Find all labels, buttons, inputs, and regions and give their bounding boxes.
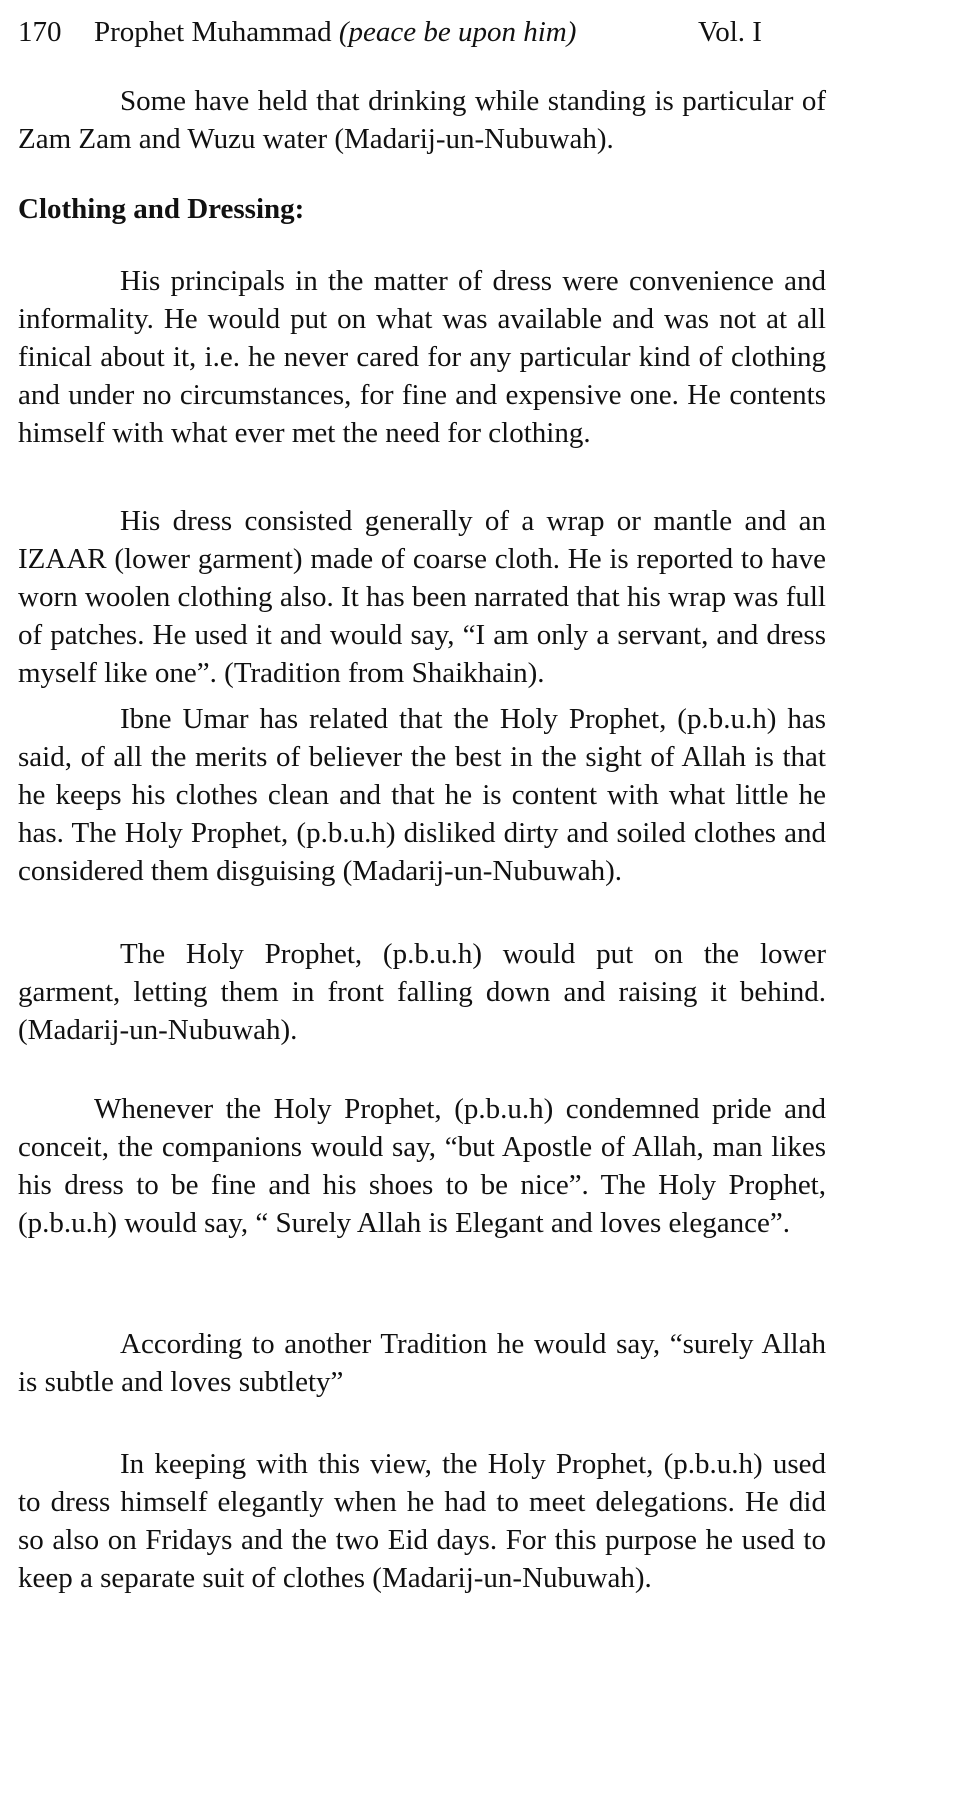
paragraph-lower-garment: The Holy Prophet, (p.b.u.h) would put on the lower garment, letting them in front falling down and raising it behind. (Madarij-un-Nubuwah). bbox=[18, 938, 826, 1046]
paragraph-subtlety: According to another Tradition he would say, “surely Allah is subtle and loves subtlety” bbox=[18, 1328, 826, 1398]
paragraph-ibne-umar: Ibne Umar has related that the Holy Prophet, (p.b.u.h) has said, of all the merits of believer the best in the sight of Allah is that he keeps his clothes clean and that he is content with what little he has. The Holy Prophet, (p.b.u.h) disliked dirty and soiled clothes and considered them disguising (Madarij-un-Nubuwah). bbox=[18, 703, 826, 887]
running-header bbox=[18, 12, 826, 52]
paragraph-wrap-izaar: His dress consisted generally of a wrap or mantle and an IZAAR (lower garment) made of coarse cloth. He is reported to have worn woolen clothing also. It has been narrated that his wrap was full of patches. He used it and would say, “I am only a servant, and dress myself like one”. (Tradition from Shaikhain). bbox=[18, 505, 826, 689]
volume-label: Vol. I bbox=[698, 16, 762, 48]
paragraph-dress-principles: His principals in the matter of dress were convenience and informality. He would put on what was available and was not at all finical about it, i.e. he never cared for any particular kind of clothing and under no circumstances, for fine and expensive one. He contents himself with what ever met the need for clothing. bbox=[18, 265, 826, 449]
paragraph-delegations: In keeping with this view, the Holy Prophet, (p.b.u.h) used to dress himself elegantly when he had to meet delegations. He did so also on Fridays and the two Eid days. For this purpose he used to keep a separate suit of clothes (Madarij-un-Nubuwah). bbox=[18, 1448, 826, 1594]
paragraph-pride-elegance: Whenever the Holy Prophet, (p.b.u.h) condemned pride and conceit, the companions would say, “but Apostle of Allah, man likes his dress to be fine and his shoes to be nice”. The Holy Prophet, (p.b.u.h) would say, “ Surely Allah is Elegant and loves elegance”. bbox=[18, 1093, 826, 1239]
section-heading: Clothing and Dressing: bbox=[18, 193, 305, 225]
book-title-italic: (peace be upon him) bbox=[338, 16, 577, 48]
page-number: 170 bbox=[18, 16, 62, 48]
book-page bbox=[18, 0, 826, 1796]
paragraph-zamzam: Some have held that drinking while standing is particular of Zam Zam and Wuzu water (Madarij-un-Nubuwah). bbox=[18, 85, 826, 155]
book-title-main: Prophet Muhammad bbox=[94, 16, 339, 48]
book-title bbox=[94, 12, 576, 52]
